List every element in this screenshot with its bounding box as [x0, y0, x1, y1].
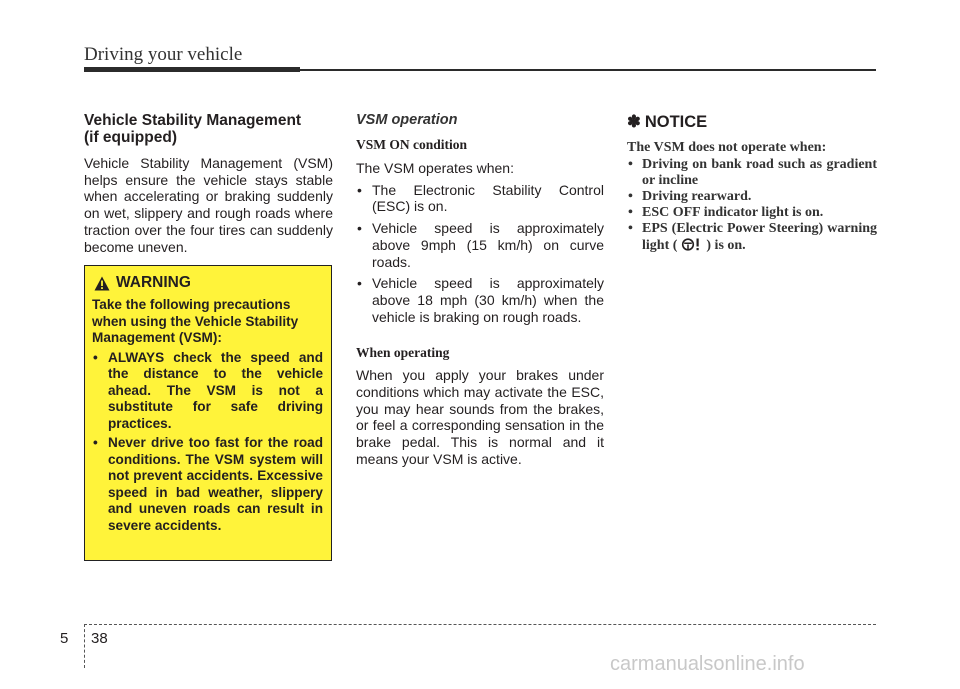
- notice-cross-icon: ✽: [627, 113, 641, 131]
- footer-divider: [84, 624, 85, 668]
- warning-box: [84, 265, 332, 561]
- notice-item: • Driving on bank road such as gradient or incline: [627, 157, 877, 189]
- when-operating-label: When operating: [356, 345, 450, 361]
- condition-item: • The Electronic Stability Control (ESC) is on.: [356, 182, 604, 215]
- notice-title: NOTICE: [644, 112, 708, 131]
- warning-intro: Take the following precautions when using the Vehicle Stability Management (VSM):: [92, 297, 299, 345]
- condition-item: • Vehicle speed is approximately above 9mph (15 km/h) on curve roads.: [356, 220, 604, 270]
- eps-text-after: ) is on.: [706, 237, 746, 253]
- notice-intro: The VSM does not operate when:: [627, 140, 827, 155]
- condition-item: • Vehicle speed is approximately above 18 mph (30 km/h) when the vehicle is braking on rough roads.: [356, 275, 604, 325]
- page-number: 38: [91, 630, 108, 647]
- warning-triangle-icon: [94, 276, 110, 291]
- condition-list: [356, 182, 604, 326]
- watermark: carmanualsonline.info: [610, 653, 805, 675]
- running-header: Driving your vehicle: [84, 44, 243, 65]
- notice-item-eps: [627, 221, 877, 253]
- on-condition-label: VSM ON condition: [356, 137, 468, 152]
- warning-item: • ALWAYS check the speed and the distance to the vehicle ahead. The VSM is not a substitute for safe driving practices.: [92, 350, 323, 433]
- notice-item: • Driving rearward.: [627, 189, 877, 205]
- eps-text-before: EPS (Electric Power Steering) warning light (: [642, 221, 877, 253]
- notice-item: • ESC OFF indicator light is on.: [627, 205, 877, 221]
- section-title-line2: (if equipped): [84, 129, 177, 146]
- section-title-line1: Vehicle Stability Management: [84, 112, 302, 129]
- notice-list: [627, 157, 877, 254]
- header-bar: [84, 67, 300, 72]
- eps-steering-warning-icon: [681, 238, 703, 251]
- operates-when: The VSM operates when:: [356, 160, 514, 176]
- warning-item: • Never drive too fast for the road conditions. The VSM system will not prevent accidents. Excessive speed in bad weather, slippery and uneven roads can result in severe accidents.: [92, 435, 323, 534]
- column-vsm-intro: [84, 112, 333, 255]
- column-vsm-operation: [356, 112, 604, 468]
- column-notice: [627, 112, 877, 254]
- section-title: [84, 112, 333, 146]
- when-operating-text: When you apply your brakes under conditions which may activate the ESC, you may hear sounds from the brakes, or feel a corresponding sensation in the brake pedal. This is normal and it means your VSM is active.: [356, 367, 604, 467]
- warning-title: WARNING: [116, 274, 191, 291]
- warning-list: [92, 350, 323, 535]
- chapter-number: 5: [60, 630, 69, 647]
- warning-header: [94, 274, 323, 292]
- subsection-heading: VSM operation: [356, 112, 458, 128]
- header-rule: [300, 69, 876, 71]
- notice-heading: [627, 112, 877, 132]
- footer-rule: [84, 624, 876, 625]
- section-body: Vehicle Stability Management (VSM) helps ensure the vehicle stays stable when accelerating or braking suddenly on wet, slippery and rough roads where traction over the four tires can suddenly become uneven.: [84, 155, 333, 255]
